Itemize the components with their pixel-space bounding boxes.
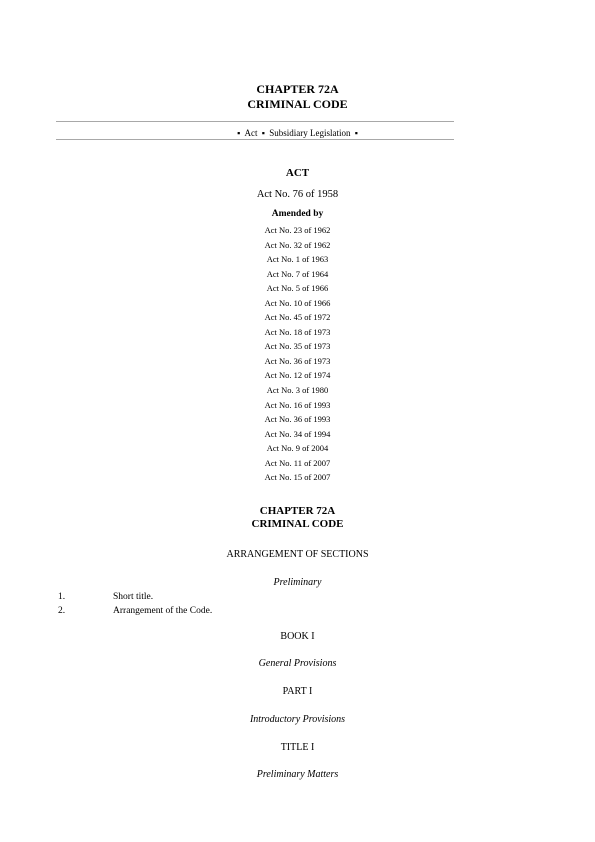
amendment-item: Act No. 23 of 1962	[264, 225, 331, 235]
body-chapter-heading: CHAPTER 72A	[259, 505, 336, 517]
act-number: Act No. 76 of 1958	[256, 189, 339, 200]
amendment-item: Act No. 16 of 1993	[264, 399, 331, 410]
amendments-list	[0, 223, 595, 485]
section-number: 2.	[58, 606, 66, 616]
amendment-item: Act No. 12 of 1974	[264, 370, 331, 381]
amendment-item: Act No. 35 of 1973	[264, 341, 331, 352]
part-subheading: Introductory Provisions	[249, 714, 346, 725]
amendment-item: Act No. 5 of 1966	[266, 283, 329, 294]
top-divider	[56, 121, 454, 122]
toc-row[interactable]	[0, 591, 595, 604]
book-heading: BOOK I	[280, 631, 315, 642]
book-subheading: General Provisions	[258, 658, 337, 669]
document-nav	[0, 127, 595, 139]
section-title[interactable]: Short title.	[113, 592, 154, 602]
section-title[interactable]: Arrangement of the Code.	[113, 606, 213, 616]
arrangement-heading: ARRANGEMENT OF SECTIONS	[226, 549, 369, 560]
amendment-item: Act No. 15 of 2007	[264, 472, 331, 483]
bottom-divider	[56, 139, 454, 140]
nav-bullet: ▪	[354, 128, 358, 138]
amendment-item: Act No. 1 of 1963	[266, 254, 329, 265]
nav-bullet: ▪	[237, 128, 241, 138]
amendment-item: Act No. 32 of 1962	[264, 239, 331, 250]
code-heading: CRIMINAL CODE	[247, 97, 348, 111]
section-number: 1.	[58, 592, 66, 602]
amendment-item: Act No. 7 of 1964	[266, 268, 329, 279]
amendment-item: Act No. 18 of 1973	[264, 326, 331, 337]
part-heading: PART I	[282, 686, 313, 697]
amendment-item: Act No. 36 of 1973	[264, 355, 331, 366]
body-code-heading: CRIMINAL CODE	[251, 518, 344, 530]
amendment-item: Act No. 10 of 1966	[264, 297, 331, 308]
title-subheading: Preliminary Matters	[256, 769, 339, 780]
amendment-item: Act No. 9 of 2004	[266, 443, 329, 454]
nav-link-act[interactable]: Act	[244, 128, 258, 138]
amendment-item: Act No. 36 of 1993	[264, 414, 331, 425]
preliminary-heading: Preliminary	[273, 577, 322, 588]
nav-link-subsidiary-legislation[interactable]: Subsidiary Legislation	[269, 128, 351, 138]
nav-bullet: ▪	[261, 128, 265, 138]
amendment-item: Act No. 3 of 1980	[266, 385, 329, 396]
chapter-heading: CHAPTER 72A	[256, 82, 339, 96]
toc-row[interactable]	[0, 605, 595, 618]
amendment-item: Act No. 11 of 2007	[264, 457, 331, 468]
amendment-item: Act No. 34 of 1994	[264, 428, 331, 439]
title-heading: TITLE I	[280, 742, 315, 753]
amended-by-label: Amended by	[271, 209, 324, 219]
act-heading: ACT	[285, 167, 310, 179]
amendment-item: Act No. 45 of 1972	[264, 312, 331, 323]
